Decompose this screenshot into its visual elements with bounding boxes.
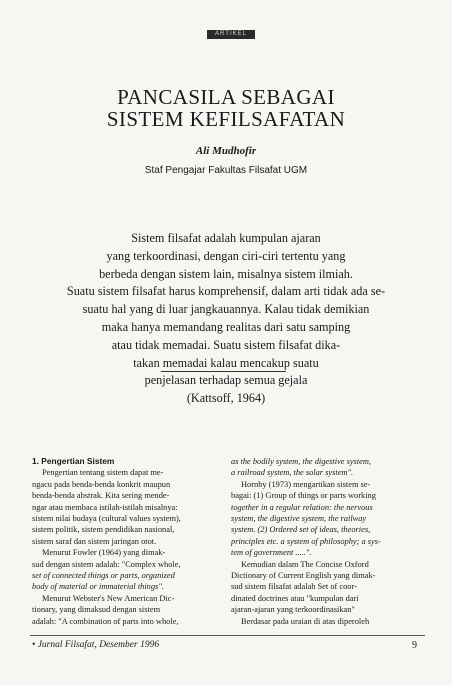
body-line: Dictionary of Current English yang dimak- bbox=[231, 571, 376, 581]
body-line: dinated doctrines atau "kumpulan dari bbox=[231, 593, 359, 603]
body-line: together in a regular relation: the nervous bbox=[231, 502, 373, 512]
abstract-line: berbeda dengan sistem lain, misalnya sistem ilmiah. bbox=[99, 266, 353, 281]
body-line: Pengertian tentang sistem dapat me- bbox=[42, 468, 164, 478]
journal-footer: • Jurnal Filsafat, Desember 1996 bbox=[32, 640, 160, 650]
abstract-line: yang terkoordinasi, dengan ciri-ciri tertentu yang bbox=[106, 248, 346, 263]
abstract-line: suatu hal yang di luar jangkauannya. Kalau tidak demikian bbox=[82, 302, 370, 317]
body-line: Menurut Webster's New American Dic- bbox=[42, 593, 175, 603]
abstract bbox=[0, 230, 452, 408]
body-line: sud sistem filsafat adalah Set of coor- bbox=[231, 582, 357, 592]
body-line: Berdasar pada uraian di atas diperoleh bbox=[241, 616, 370, 626]
body-line: system. (2) Ordered set of ideas, theories, bbox=[231, 525, 371, 535]
author-name: Ali Mudhofir bbox=[195, 145, 257, 157]
body-line: as the bodily system, the digestive system, bbox=[231, 457, 372, 466]
body-line: sistem saraf dan sistem jaringan otot. bbox=[32, 536, 157, 546]
body-line: Hornby (1973) mengartikan sistem se- bbox=[241, 479, 371, 489]
body-column-right bbox=[231, 456, 423, 627]
body-line: adalah: "A combination of parts into whole, bbox=[32, 616, 179, 626]
abstract-line: takan memadai kalau mencakup suatu bbox=[133, 355, 319, 370]
body-line: ajaran-ajaran yang terkoordinasikan" bbox=[231, 605, 355, 615]
body-line: ngacu pada benda-benda konkrit maupun bbox=[32, 479, 171, 489]
section-tab: ARTIKEL bbox=[207, 30, 255, 39]
footer-divider bbox=[30, 635, 425, 636]
body-line: tionary, yang dimaksud dengan sistem bbox=[32, 605, 161, 615]
section-heading: 1. Pengertian Sistem bbox=[32, 456, 115, 466]
body-line: a railroad system, the solar system". bbox=[231, 468, 354, 478]
body-line: Kemudian dalam The Concise Oxford bbox=[241, 559, 369, 569]
abstract-line: maka hanya memandang realitas dari satu samping bbox=[101, 319, 351, 334]
title-line-1: PANCASILA SEBAGAI bbox=[117, 85, 335, 109]
body-line: system, the digestive system, the railway bbox=[231, 514, 367, 524]
body-line: Menurut Fowler (1964) yang dimak- bbox=[42, 548, 166, 558]
body-line: ngar atau membaca istilah-istilah misalnya: bbox=[32, 502, 178, 512]
body-line: principles etc. a system of philosophy; a sys- bbox=[231, 536, 381, 546]
body-line: bagai: (1) Group of things or parts working bbox=[231, 491, 376, 501]
page-number: 9 bbox=[412, 640, 417, 651]
abstract-line: Suatu sistem filsafat harus komprehensif, dalam arti tidak ada se- bbox=[66, 284, 386, 299]
journal-footer-text: Jurnal Filsafat, Desember 1996 bbox=[37, 640, 160, 650]
body-line: body of material or immaterial things". bbox=[32, 582, 164, 592]
body-line: sistem politik, sistem pendidikan nasional, bbox=[32, 525, 175, 535]
abstract-line: (Kattsoff, 1964) bbox=[186, 391, 266, 406]
abstract-divider bbox=[161, 371, 286, 372]
author-affiliation: Staf Pengajar Fakultas Filsafat UGM bbox=[144, 165, 308, 176]
abstract-line: atau tidak memadai. Suatu sistem filsafat dika- bbox=[111, 337, 341, 352]
body-line: benda-benda abstrak. Kita sering mende- bbox=[32, 491, 170, 501]
body-column-left bbox=[32, 456, 222, 627]
body-line: sud dengan sistem adalah: "Complex whole, bbox=[32, 559, 181, 569]
body-line: set of connected things or parts, organized bbox=[32, 571, 175, 581]
body-line: tem of government .....". bbox=[231, 548, 312, 558]
body-line: sistem nilai budaya (cultural values system), bbox=[32, 514, 181, 524]
title-line-2: SISTEM KEFILSAFATAN bbox=[106, 107, 346, 131]
abstract-line: Sistem filsafat adalah kumpulan ajaran bbox=[131, 231, 321, 245]
abstract-line: penjelasan terhadap semua gejala bbox=[144, 373, 308, 388]
